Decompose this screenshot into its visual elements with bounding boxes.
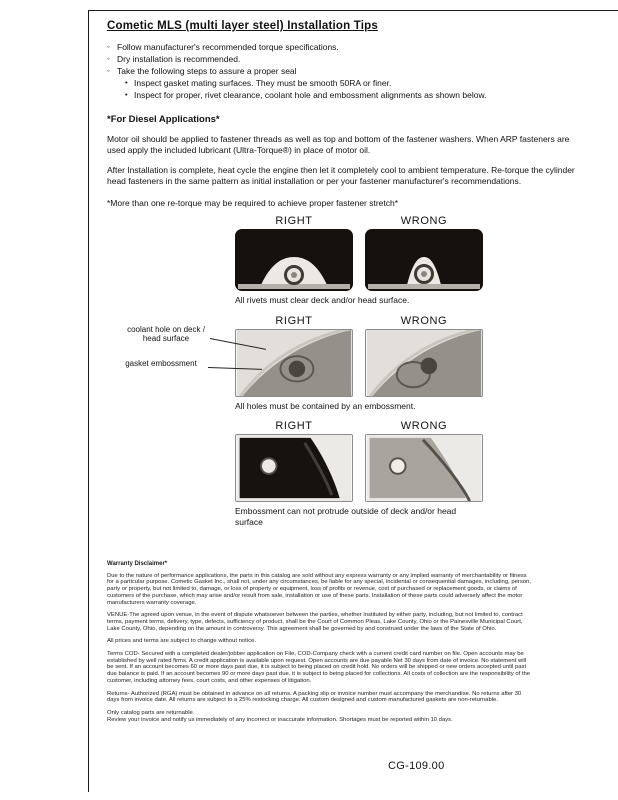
diagram-labels (235, 420, 483, 432)
diagram-row-embossment (235, 420, 483, 527)
tip-text: Dry installation is recommended. (117, 54, 241, 64)
list-item (125, 77, 612, 89)
retorque-note: *More than one re-torque may be required to achieve proper fastener stretch* (107, 198, 399, 208)
hole-right-diagram (235, 329, 353, 397)
legal-paragraph: Review your invoice and notify us immediately of any incorrect or inaccurate information. Shortages must be reported within 10 days. (107, 716, 453, 723)
diagram-caption: All rivets must clear deck and/or head surface. (235, 295, 410, 305)
page-title: Cometic MLS (multi layer steel) Installation Tips (107, 20, 378, 32)
wrong-label: WRONG (400, 314, 448, 327)
diagram-caption: Embossment can not protrude outside of deck and/or head surface (235, 506, 457, 527)
bullet-icon: ◦ (107, 42, 110, 51)
diagram-images (235, 329, 483, 397)
list-item (107, 53, 612, 65)
legal-section (107, 561, 532, 723)
catalog-code: CG-109.00 (388, 760, 445, 772)
rivet-wrong-diagram (365, 229, 483, 291)
legal-paragraph: VENUE-The agreed upon venue, in the event of dispute whatsoever between the parties, whether instituted by either party, including, but not limited to, contract terms, payment terms, delivery, type, defects, sufficiency of product, shall be the Court of Common Pleas, Lake County, Ohio or the Painesville Municipal Court, Lake County, Ohio, depending on the amount in controversy. This agreement shall be governed by and construed under the laws of the State of Ohio. (107, 612, 523, 632)
right-label: RIGHT (275, 215, 313, 227)
page-content (107, 20, 612, 729)
rivet-right-diagram (235, 229, 353, 291)
hole-wrong-diagram (365, 329, 483, 397)
bullet-icon: ◦ (107, 66, 110, 75)
diagram-images (235, 434, 483, 502)
embossment-wrong-diagram (365, 434, 483, 502)
legal-paragraph: Due to the nature of performance applications, the parts in this catalog are sold without any express warranty or any implied warranty of merchantability or fitness for a particular purpose. Cometic Gasket Inc., shall not, under any circumstances, be liable for any special, incidental or consequential damages, including, person, party or property, but not limited to, damage, or loss of property or equipment, loss of profits or revenue, cost of purchased or replacement goods, or claims of customers of the purchase, which may arise and/or result from sale, installation or use of these parts. Installation of these parts could adversely affect the motor manufacturers warranty coverage. (107, 572, 532, 606)
list-item (125, 89, 612, 101)
diesel-applications-heading: *For Diesel Applications* (107, 114, 220, 125)
installation-tips-list (107, 41, 612, 101)
right-label: RIGHT (275, 420, 313, 432)
page-left-border (88, 10, 89, 792)
diagram-caption: All holes must be contained by an embossment. (235, 400, 416, 411)
sub-bullet-icon: • (125, 78, 128, 87)
legal-paragraph: Only catalog parts are returnable. (107, 709, 195, 716)
diagram-section (125, 215, 483, 527)
wrong-label: WRONG (400, 420, 448, 432)
list-item (107, 65, 612, 77)
legal-paragraph: Terms COD- Secured with a completed dealer/jobber application on File, COD-Company check with a current credit card number on file. Open accounts may be established by well rated firms. A credit application is available upon request. Open accounts are due payable Net 30 days from date of invoice. No statement will be sent. If an account becomes 60 or more days past due, it is subject to being placed on credit hold. No orders will be shipped or new orders accepted until past due balance is paid. If an account becomes 90 or more days past due, it is subject to being placed for collections. All costs of collection are the responsibility of the customer, including attorney fees, court costs, and other expenses of litigation. (107, 651, 531, 684)
legal-paragraph: All prices and terms are subject to change without notice. (107, 638, 256, 645)
tip-text: Take the following steps to assure a proper seal (117, 66, 297, 76)
bullet-icon: ◦ (107, 54, 110, 63)
sub-bullet-icon: • (125, 90, 128, 99)
diagram-row-rivets (235, 215, 483, 306)
embossment-right-diagram (235, 434, 353, 502)
diesel-paragraph-1: Motor oil should be applied to fastener threads as well as top and bottom of the fastener washers. When ARP fasteners are used apply the included lubricant (Ultra-Torque®) in place of motor oil. (107, 134, 570, 155)
wrong-label: WRONG (400, 215, 448, 227)
gasket-embossment-annotation: gasket embossment (125, 358, 197, 368)
list-item (107, 41, 612, 53)
diagram-row-holes (125, 314, 483, 412)
diagram-images (235, 229, 483, 291)
warranty-disclaimer-heading: Warranty Disclaimer* (107, 561, 168, 567)
legal-paragraph: Returns- Authorized (RGA) must be obtained in advance on all returns. A packing slip or invoice number must accompany the merchandise. No returns after 30 days from invoice date. All returns are subject to a 25% restocking charge. All custom designed and custom manufactured gaskets are non-returnable. (107, 690, 522, 704)
tip-text: Follow manufacturer's recommended torque specifications. (117, 42, 339, 52)
right-label: RIGHT (275, 314, 313, 327)
diagram-labels (235, 315, 483, 327)
page-top-border (88, 10, 618, 11)
diesel-paragraph-2: After Installation is complete, heat cycle the engine then let it completely cool to ambient temperature. Re-torque the cylinder head fasteners in the same pattern as initial installation or per your fastener manufacturer's recommendations. (107, 165, 575, 186)
coolant-hole-annotation: coolant hole on deck / head surface (127, 324, 205, 343)
diagram-labels (235, 215, 483, 227)
tip-text: Inspect for proper, rivet clearance, coolant hole and embossment alignments as shown below. (134, 90, 487, 100)
tip-text: Inspect gasket mating surfaces. They must be smooth 50RA or finer. (134, 78, 392, 88)
